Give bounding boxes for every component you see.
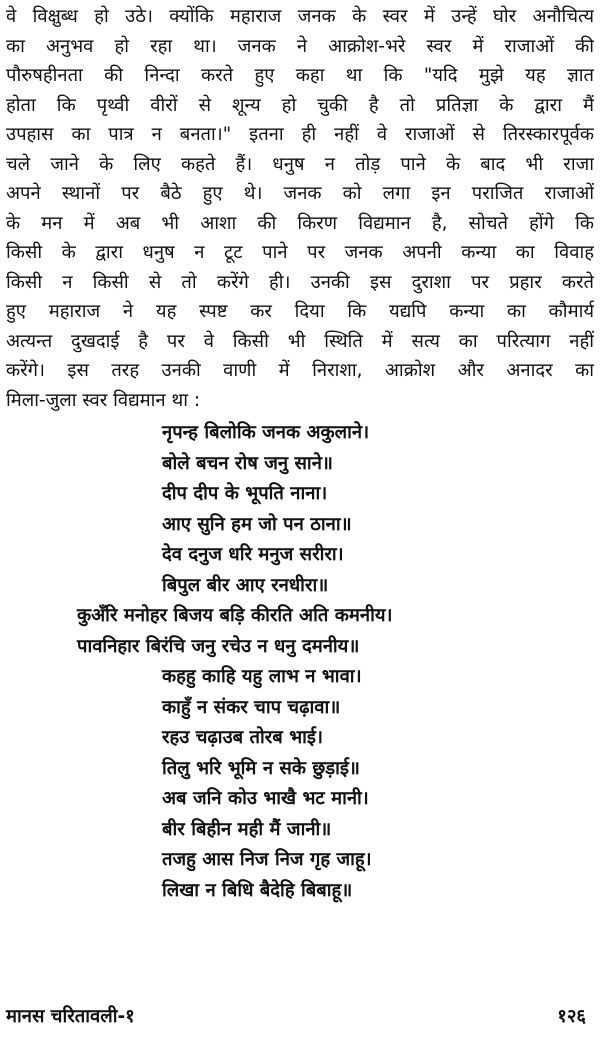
chaupai-line: तजहु आस निज निज गृह जाहू। — [162, 849, 372, 870]
text-line-last: मिला-जुला स्वर विद्यमान था : — [6, 389, 201, 411]
text-line: के मन में अब भी आशा की किरण विद्यमान है, सोचते होंगे कि — [6, 212, 594, 234]
verse-block — [6, 418, 594, 906]
text-line: का अनुभव हो रहा था। जनक ने आक्रोश-भरे स्वर में राजाओं की — [6, 35, 594, 57]
chaupai-line: कहहु काहि यहु लाभ न भावा। — [162, 666, 362, 687]
text-line: किसी न किसी से तो करेंगे ही। उनकी इस दुराशा पर प्रहार करते — [6, 271, 594, 293]
doha-line: कुअँरि मनोहर बिजय बड़ि कीरति अति कमनीय। — [77, 605, 393, 626]
page-footer — [6, 1002, 586, 1032]
chaupai-line: लिखा न बिधि बैदेहि बिबाहू॥ — [162, 879, 353, 901]
text-line: पौरुषहीनता की निन्दा करते हुए कहा था कि "यदि मुझे यह ज्ञात — [6, 65, 594, 86]
text-line: वे विक्षुब्ध हो उठे। क्योंकि महाराज जनक के स्वर में उन्हें घोर अनौचित्य — [6, 6, 594, 27]
chaupai-line: बीर बिहीन मही मैं जानी॥ — [162, 818, 332, 840]
chaupai-line: रहउ चढ़ाउब तोरब भाई। — [162, 727, 323, 748]
chaupai-line: अब जनि कोउ भाखै भट मानी। — [162, 788, 369, 809]
page-number: १२६ — [557, 1006, 586, 1027]
chaupai-line: नृपन्ह बिलोकि जनक अकुलाने। — [162, 422, 370, 443]
chaupai-line: बोले बचन रोष जनु साने॥ — [162, 452, 333, 474]
text-line: अपने स्थानों पर बैठे हुए थे। जनक को लगा इन पराजित राजाओं — [6, 183, 594, 204]
book-title: मानस चरितावली-१ — [6, 1006, 135, 1027]
chaupai-line: तिलु भरि भूमि न सके छुड़ाई॥ — [162, 757, 360, 779]
text-line: करेंगे। इस तरह उनकी वाणी में निराशा, आक्रोश और अनादर का — [6, 360, 594, 381]
text-line: हुए महाराज ने यह स्पष्ट कर दिया कि यद्यपि कन्या का कौमार्य — [6, 301, 594, 322]
text-line: किसी के द्वारा धनुष न टूट पाने पर जनक अपनी कन्या का विवाह — [6, 242, 594, 263]
text-line: चले जाने के लिए कहते हैं। धनुष न तोड़ पाने के बाद भी राजा — [6, 153, 594, 175]
text-line: अत्यन्त दुखदाई है पर वे किसी भी स्थिति में सत्य का परित्याग नहीं — [6, 330, 594, 352]
chaupai-line: बिपुल बीर आए रनधीरा॥ — [162, 574, 329, 596]
chaupai-line: काहुँ न संकर चाप चढ़ावा॥ — [162, 696, 341, 718]
doha-line: पावनिहार बिरंचि जनु रचेउ न धनु दमनीय॥ — [77, 635, 360, 657]
text-line: होता कि पृथ्वी वीरों से शून्य हो चुकी है तो प्रतिज्ञा के द्वारा मैं — [6, 94, 594, 116]
chaupai-line: देव दनुज धरि मनुज सरीरा। — [162, 544, 344, 565]
text-line: उपहास का पात्र न बनता।" इतना ही नहीं वे राजाओं से तिरस्कारपूर्वक — [6, 124, 594, 145]
chaupai-line: दीप दीप के भूपति नाना। — [162, 483, 328, 504]
prose-paragraph — [6, 2, 594, 415]
chaupai-line: आए सुनि हम जो पन ठाना॥ — [162, 513, 352, 535]
